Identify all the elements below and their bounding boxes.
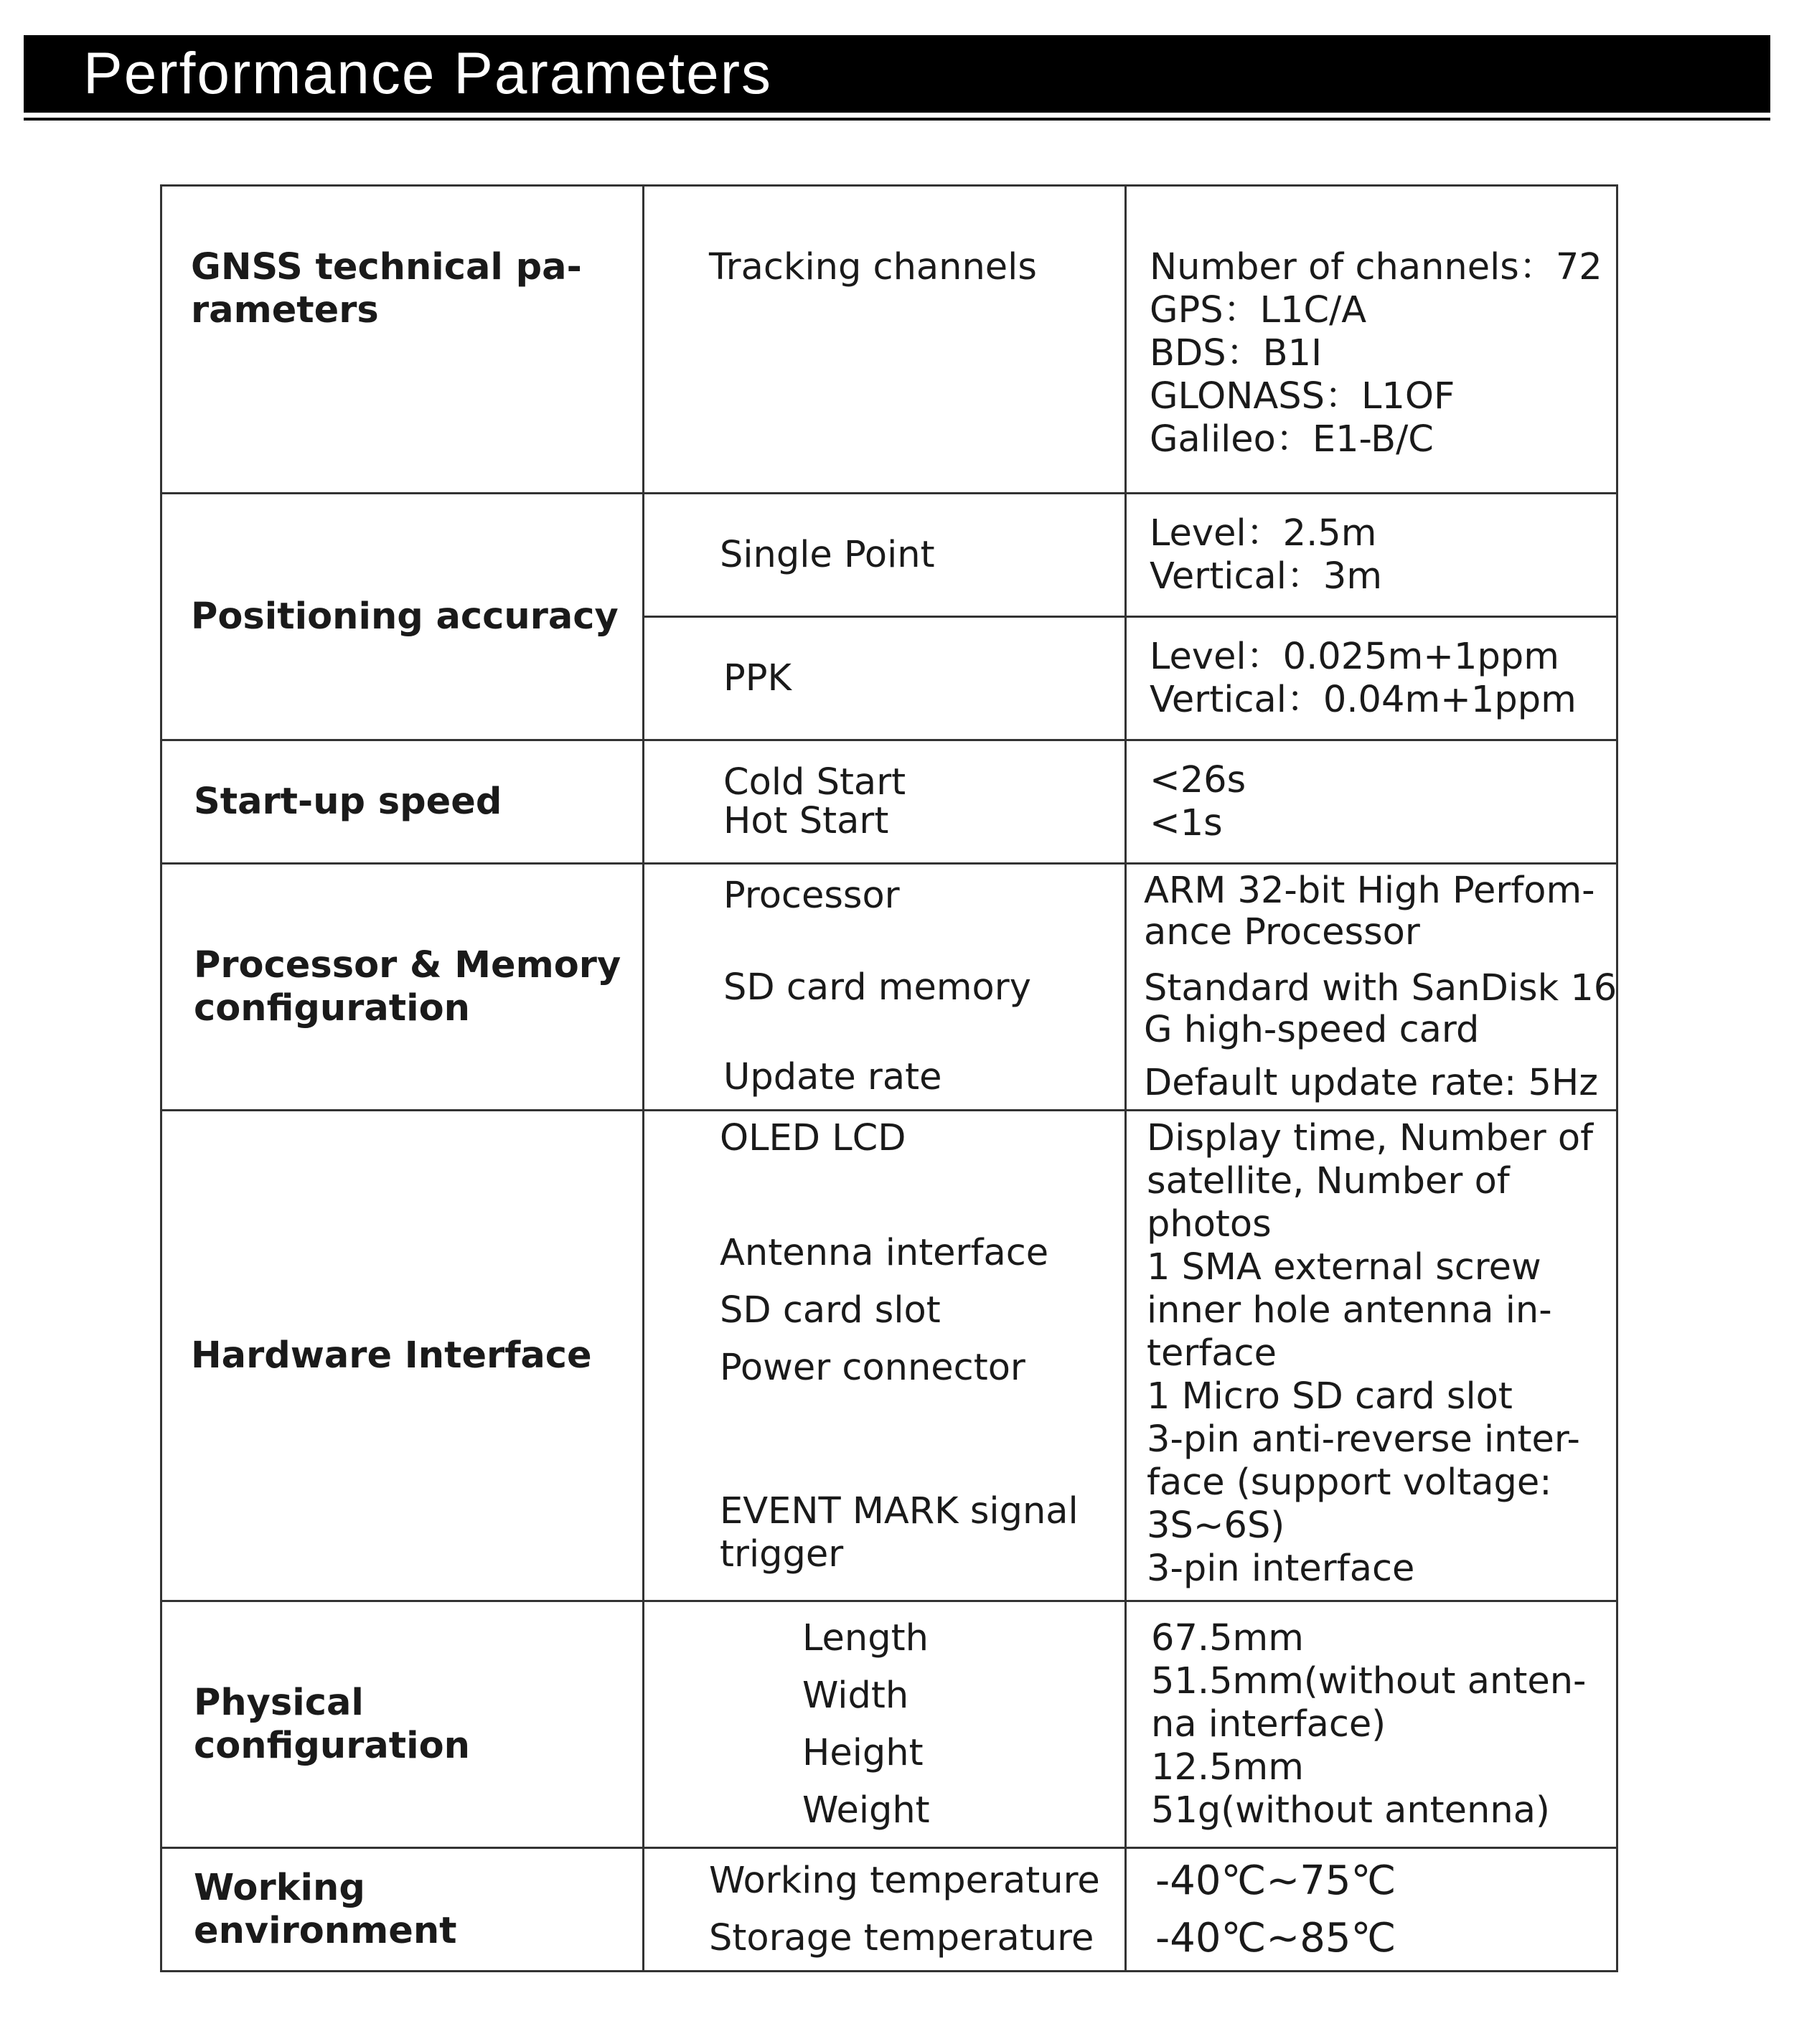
category-cell — [161, 740, 644, 864]
value-line: Standard with SanDisk 16 — [1144, 966, 1617, 1009]
category-cell — [161, 1111, 644, 1601]
value-cell — [1126, 864, 1617, 1111]
value-line: 67.5mm — [1151, 1616, 1304, 1659]
category-label: GNSS technical pa- rameters — [191, 246, 582, 331]
value-line: ARM 32-bit High Perfom- — [1144, 869, 1595, 912]
param-label: Cold Start — [723, 760, 906, 804]
param-label: Hot Start — [723, 799, 889, 842]
category-label: Positioning accuracy — [191, 595, 619, 638]
value-line: 3-pin interface — [1147, 1548, 1415, 1590]
param-label: OLED LCD — [720, 1117, 906, 1159]
param-cell — [644, 1848, 1126, 1972]
category-cell — [161, 1848, 644, 1972]
table-row-hardware — [161, 1111, 1617, 1601]
value-line: Level：2.5m — [1150, 512, 1377, 555]
category-cell — [161, 186, 644, 494]
value-line: photos — [1147, 1203, 1272, 1245]
value-cell — [1126, 186, 1617, 494]
value-line: 51.5mm(without anten- — [1151, 1659, 1587, 1702]
value-line: Level：0.025m+1ppm — [1150, 635, 1559, 678]
param-label: Weight — [802, 1789, 930, 1832]
header-divider — [24, 118, 1770, 121]
category-label: Hardware Interface — [191, 1334, 592, 1377]
category-label: Physical configuration — [194, 1681, 470, 1767]
param-cell — [644, 617, 1126, 740]
value-line: Vertical：3m — [1150, 555, 1383, 598]
param-label: trigger — [720, 1533, 844, 1576]
table-row-processor — [161, 864, 1617, 1111]
value-line: inner hole antenna in- — [1147, 1289, 1552, 1332]
spacer — [723, 1009, 1110, 1024]
value-line: Display time, Number of — [1147, 1117, 1594, 1159]
table-row-gnss — [161, 186, 1617, 494]
value-line: terface — [1147, 1332, 1277, 1375]
value-cell — [1126, 494, 1617, 617]
param-cell — [644, 1601, 1126, 1848]
page-header — [24, 35, 1770, 113]
param-label: Power connector — [720, 1347, 1025, 1389]
spec-table — [160, 184, 1616, 1972]
value-line: 1 SMA external screw — [1147, 1246, 1541, 1289]
param-label: PPK — [723, 656, 792, 700]
param-label: SD card memory — [723, 966, 1031, 1009]
value-cell — [1126, 1111, 1617, 1601]
table-row-physical — [161, 1601, 1617, 1848]
page-title: Performance Parameters — [83, 41, 773, 106]
value-cell — [1126, 1601, 1617, 1848]
value-cell — [1126, 617, 1617, 740]
value-line: GPS：L1C/A — [1150, 289, 1367, 331]
table-row-positioning — [161, 494, 1617, 617]
value-line: 1 Micro SD card slot — [1147, 1375, 1513, 1418]
category-cell — [161, 1601, 644, 1848]
param-label: Storage temperature — [709, 1916, 1094, 1959]
value-line: satellite, Number of — [1147, 1160, 1510, 1202]
table-row-startup — [161, 740, 1617, 864]
param-cell — [644, 186, 1126, 494]
param-cell — [644, 494, 1126, 617]
param-label: Length — [802, 1616, 929, 1659]
param-label: Tracking channels — [709, 246, 1037, 288]
value-line: 3-pin anti-reverse inter- — [1147, 1418, 1580, 1461]
param-label: EVENT MARK signal — [720, 1490, 1079, 1532]
value-line: Galileo：E1-B/C — [1150, 418, 1434, 461]
value-line: face (support voltage: — [1147, 1461, 1552, 1504]
value-line: GLONASS：L1OF — [1150, 375, 1455, 418]
param-label: Height — [802, 1731, 924, 1774]
value-line: 51g(without antenna) — [1151, 1789, 1550, 1832]
param-label: Antenna interface — [720, 1232, 1049, 1274]
param-cell — [644, 740, 1126, 864]
category-cell — [161, 864, 644, 1111]
param-label: Single Point — [720, 533, 935, 576]
param-label: Width — [802, 1674, 909, 1717]
param-label: SD card slot — [720, 1289, 941, 1332]
value-line: -40℃~85℃ — [1155, 1914, 1396, 1961]
param-cell — [644, 864, 1126, 1111]
param-label: Processor — [723, 875, 900, 917]
value-line: 12.5mm — [1151, 1746, 1304, 1789]
table-row-environment — [161, 1848, 1617, 1972]
value-line: ance Processor — [1144, 910, 1420, 953]
category-cell — [161, 494, 644, 740]
spacer — [723, 918, 1110, 932]
value-line: <26s — [1150, 758, 1246, 801]
value-line: G high-speed card — [1144, 1008, 1480, 1051]
value-line: BDS：B1I — [1150, 332, 1323, 375]
value-cell — [1126, 740, 1617, 864]
param-cell — [644, 1111, 1126, 1601]
value-line: Default update rate: 5Hz — [1144, 1061, 1599, 1104]
value-line: 3S~6S) — [1147, 1504, 1285, 1547]
category-label: Start-up speed — [194, 780, 502, 823]
category-label: Processor & Memory configuration — [194, 943, 621, 1030]
value-line: -40℃~75℃ — [1155, 1857, 1396, 1904]
value-line: Number of channels：72 — [1150, 246, 1602, 288]
category-label: Working environment — [194, 1866, 457, 1952]
param-label: Working temperature — [709, 1859, 1100, 1902]
value-line: na interface) — [1151, 1702, 1386, 1746]
value-cell — [1126, 1848, 1617, 1972]
value-line: Vertical：0.04m+1ppm — [1150, 678, 1577, 721]
value-line: <1s — [1150, 801, 1223, 844]
param-label: Update rate — [723, 1056, 942, 1098]
